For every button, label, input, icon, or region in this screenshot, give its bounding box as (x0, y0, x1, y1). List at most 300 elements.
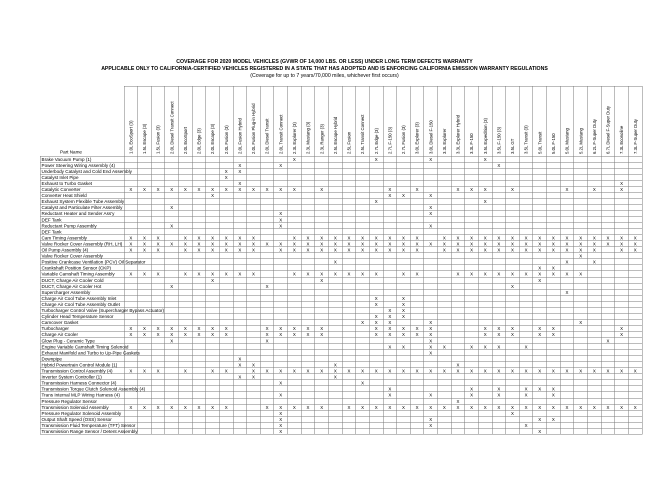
coverage-mark: X (415, 187, 419, 192)
coverage-mark: X (238, 168, 242, 174)
coverage-mark: X (347, 368, 351, 374)
coverage-mark: X (224, 368, 228, 374)
coverage-mark: X (497, 235, 501, 241)
coverage-mark: X (415, 326, 419, 332)
coverage-mark: X (252, 241, 255, 247)
coverage-mark: X (538, 271, 542, 277)
coverage-mark: X (415, 332, 419, 338)
coverage-mark: X (442, 344, 446, 350)
coverage-mark: X (633, 368, 637, 374)
coverage-mark: X (292, 332, 296, 338)
coverage-mark: X (442, 235, 446, 241)
coverage-mark: X (265, 326, 269, 332)
column-header: 2.0L Diesel Transit (264, 118, 270, 154)
column-header: 2.0L Diesel Transit Connect (169, 101, 175, 154)
coverage-mark: X (620, 404, 624, 410)
column-header: 5.0L Transit (537, 131, 543, 154)
coverage-mark: X (592, 247, 596, 253)
coverage-mark: X (211, 187, 215, 192)
coverage-mark: X (606, 235, 610, 241)
coverage-mark: X (374, 156, 378, 162)
part-name: Transmission Harness Connector (4) (41, 380, 117, 386)
coverage-mark: X (306, 332, 310, 338)
coverage-mark: X (401, 235, 405, 241)
coverage-mark: X (142, 235, 146, 241)
coverage-mark: X (633, 247, 637, 253)
coverage-mark: X (347, 235, 351, 241)
part-name: Positive Crankcase Ventilation (PCV) Oil Separator (41, 259, 146, 265)
coverage-mark: X (538, 429, 542, 434)
coverage-mark: X (183, 332, 187, 338)
coverage-mark: X (538, 404, 542, 410)
coverage-mark: X (333, 247, 337, 253)
coverage-mark: X (456, 247, 460, 253)
part-name: Brake Vacuum Pump (1) (41, 156, 92, 162)
coverage-mark: X (238, 235, 242, 241)
coverage-mark: X (361, 271, 365, 277)
coverage-mark: X (483, 235, 487, 241)
coverage-mark: X (442, 404, 446, 410)
coverage-mark: X (524, 235, 528, 241)
coverage-mark: X (524, 404, 528, 410)
part-name: Pressure Regulator Solenoid Assembly (41, 410, 122, 416)
coverage-mark: X (511, 235, 514, 241)
coverage-mark: X (511, 368, 514, 374)
coverage-mark: X (415, 271, 419, 277)
coverage-mark: X (252, 271, 255, 277)
coverage-mark: X (565, 241, 569, 247)
coverage-mark: X (620, 326, 624, 332)
coverage-mark: X (374, 247, 378, 253)
coverage-mark: X (388, 193, 392, 199)
coverage-mark: X (606, 241, 610, 247)
coverage-mark: X (129, 271, 133, 277)
coverage-mark: X (497, 241, 501, 247)
coverage-mark: X (456, 398, 460, 404)
coverage-mark: X (401, 344, 405, 350)
coverage-mark: X (320, 187, 324, 192)
part-name: Catalytic Converter (41, 187, 81, 192)
column-header: 2.0L Fusion Plug-in Hybrid (251, 103, 257, 154)
coverage-mark: X (306, 241, 310, 247)
coverage-mark: X (388, 392, 392, 398)
coverage-mark: X (333, 241, 337, 247)
coverage-mark: X (497, 368, 501, 374)
coverage-mark: X (156, 241, 160, 247)
coverage-mark: X (470, 344, 474, 350)
coverage-mark: X (224, 235, 228, 241)
coverage-mark: X (374, 314, 378, 320)
coverage-mark: X (374, 404, 378, 410)
coverage-mark: X (197, 332, 201, 338)
coverage-mark: X (183, 241, 187, 247)
coverage-mark: X (401, 247, 405, 253)
column-header: 2.7L Fusion (3) (401, 125, 407, 154)
coverage-mark: X (429, 392, 433, 398)
coverage-mark: X (279, 416, 283, 422)
part-name: Oil Pump Assembly (4) (41, 247, 89, 253)
coverage-mark: X (429, 368, 433, 374)
coverage-mark: X (129, 326, 133, 332)
coverage-mark: X (456, 241, 460, 247)
coverage-mark: X (211, 247, 215, 253)
coverage-mark: X (538, 416, 542, 422)
coverage-mark: X (333, 362, 337, 368)
coverage-mark: X (224, 326, 228, 332)
part-name: Charge Air Cool Tube Assembly Inlet (41, 295, 117, 301)
coverage-mark: X (579, 253, 583, 259)
coverage-mark: X (265, 368, 269, 374)
coverage-mark: X (224, 271, 228, 277)
coverage-mark: X (292, 247, 296, 253)
coverage-mark: X (470, 235, 474, 241)
coverage-mark: X (511, 410, 514, 416)
coverage-mark: X (551, 235, 555, 241)
column-header: 1.0L EcoSport (3) (128, 120, 134, 154)
column-header: 2.5L Escape Hybrid (332, 116, 338, 154)
coverage-mark: X (456, 362, 460, 368)
coverage-mark: X (320, 277, 324, 283)
coverage-mark: X (320, 241, 324, 247)
coverage-mark: X (292, 404, 296, 410)
column-header: 2.3L Ranger (3) (319, 124, 325, 154)
coverage-mark: X (265, 283, 269, 289)
part-name: Turbocharger Control Valve (Supercharger Bypass Actuator) (41, 308, 165, 313)
coverage-mark: X (279, 429, 283, 434)
coverage-mark: X (292, 368, 296, 374)
coverage-mark: X (279, 241, 283, 247)
coverage-mark: X (470, 187, 474, 192)
coverage-mark: X (401, 241, 405, 247)
coverage-mark: X (388, 314, 392, 320)
column-header: 1.5L Escape (3) (142, 123, 148, 154)
coverage-mark: X (565, 368, 569, 374)
coverage-mark: X (374, 199, 378, 205)
coverage-mark: X (442, 247, 446, 253)
column-header: 3.0L Diesel F-150 (428, 120, 434, 154)
part-name: Trans Internal MLP Wiring Harness (4) (41, 392, 120, 398)
coverage-mark: X (592, 368, 596, 374)
coverage-mark: X (592, 259, 596, 265)
coverage-mark: X (579, 368, 583, 374)
coverage-mark: X (265, 187, 269, 192)
part-name: Catalyst Inlet Pipe (41, 174, 79, 180)
coverage-mark: X (565, 187, 569, 192)
coverage-mark: X (320, 271, 324, 277)
column-header: 2.0L Edge (3) (196, 128, 202, 154)
coverage-mark: X (401, 295, 405, 301)
coverage-mark: X (224, 241, 228, 247)
coverage-mark: X (374, 235, 378, 241)
coverage-mark: X (565, 235, 569, 241)
coverage-mark: X (142, 247, 146, 253)
column-header: 3.0L Explorer (3) (414, 122, 420, 154)
coverage-mark: X (551, 332, 555, 338)
coverage-mark: X (565, 271, 569, 277)
part-name: Camcover Gasket (41, 320, 79, 326)
part-name: Crankshaft Position Sensor (CKP) (41, 265, 111, 271)
column-header: 1.5L Fusion (3) (155, 125, 161, 154)
coverage-mark: X (183, 404, 187, 410)
column-header: 6.7L Diesel F-Super Duty (605, 105, 611, 154)
coverage-mark: X (142, 241, 146, 247)
coverage-mark: X (442, 368, 446, 374)
part-name: Catalyst and Particulate Filter Assembly (41, 205, 123, 211)
coverage-mark: X (292, 241, 296, 247)
column-header: 2.5L Transit Connect (360, 114, 366, 154)
coverage-mark: X (483, 326, 487, 332)
coverage-mark: X (279, 332, 283, 338)
coverage-mark: X (197, 187, 201, 192)
coverage-mark: X (170, 223, 174, 229)
coverage-mark: X (142, 404, 146, 410)
coverage-mark: X (170, 187, 174, 192)
coverage-mark: X (374, 332, 378, 338)
coverage-mark: X (252, 374, 255, 380)
coverage-mark: X (252, 362, 255, 368)
part-name: Transmission Torque Clutch Solenoid Assembly (4) (41, 386, 146, 392)
coverage-mark: X (470, 271, 474, 277)
coverage-mark: X (524, 422, 528, 428)
coverage-mark: X (579, 320, 583, 326)
coverage-mark: X (170, 404, 174, 410)
coverage-mark: X (129, 332, 133, 338)
coverage-mark: X (483, 368, 487, 374)
coverage-mark: X (156, 187, 160, 192)
coverage-mark: X (292, 156, 296, 162)
coverage-mark: X (129, 404, 133, 410)
coverage-mark: X (279, 404, 283, 410)
coverage-mark: X (497, 392, 501, 398)
column-header: 3.3L Explorer Hybrid (455, 114, 461, 154)
coverage-mark: X (538, 326, 542, 332)
coverage-mark: X (238, 356, 242, 362)
coverage-mark: X (265, 332, 269, 338)
coverage-mark: X (224, 332, 228, 338)
coverage-mark: X (374, 320, 378, 326)
coverage-mark: X (388, 308, 392, 313)
coverage-mark: X (620, 247, 624, 253)
coverage-mark: X (497, 386, 501, 392)
coverage-mark: X (429, 193, 433, 199)
coverage-mark: X (429, 223, 433, 229)
part-name: Output Shaft Speed (OSS) Sensor (41, 416, 112, 422)
coverage-mark: X (592, 187, 596, 192)
coverage-mark: X (238, 247, 242, 253)
coverage-mark: X (183, 235, 187, 241)
coverage-mark: X (211, 271, 215, 277)
coverage-mark: X (292, 326, 296, 332)
part-name: Pressure Regulator Sensor (41, 398, 97, 404)
coverage-mark: X (470, 386, 474, 392)
coverage-mark: X (238, 187, 242, 192)
part-name: Transmission Control Assembly (4) (41, 368, 113, 374)
coverage-mark: X (401, 301, 405, 307)
coverage-mark: X (511, 247, 514, 253)
coverage-mark: X (347, 271, 351, 277)
coverage-mark: X (483, 332, 487, 338)
coverage-mark: X (429, 350, 433, 356)
coverage-mark: X (224, 247, 228, 253)
column-header: 2.7L F-150 (3) (387, 126, 393, 154)
coverage-mark: X (238, 374, 242, 380)
part-name: Glow Plug - Ceramic Type (41, 338, 95, 344)
coverage-mark: X (524, 247, 528, 253)
coverage-mark: X (347, 241, 351, 247)
coverage-mark: X (470, 241, 474, 247)
column-header: 2.3L Mustang (3) (305, 121, 311, 154)
coverage-mark: X (511, 326, 514, 332)
column-header: 6.2L F-Super Duty (591, 119, 597, 154)
coverage-mark: X (470, 392, 474, 398)
coverage-mark: X (183, 271, 187, 277)
coverage-mark: X (415, 404, 419, 410)
column-header: 3.5L Expedition (3) (482, 118, 488, 154)
coverage-mark: X (320, 368, 324, 374)
coverage-mark: X (606, 404, 610, 410)
part-name: DEF Tank (41, 229, 62, 235)
coverage-mark: X (551, 271, 555, 277)
coverage-mark: X (374, 271, 378, 277)
part-name: Power Steering Wiring Assembly (4) (41, 162, 116, 168)
coverage-mark: X (592, 235, 596, 241)
coverage-mark: X (211, 404, 215, 410)
coverage-mark: X (579, 235, 583, 241)
coverage-mark: X (429, 156, 433, 162)
coverage-mark: X (483, 271, 487, 277)
coverage-mark: X (197, 404, 201, 410)
coverage-mark: X (483, 344, 487, 350)
coverage-mark: X (388, 404, 392, 410)
coverage-mark: X (265, 404, 269, 410)
part-name: DUCT, Charge Air Cooler Hot (41, 283, 102, 289)
coverage-mark: X (633, 241, 637, 247)
coverage-mark: X (279, 223, 283, 229)
coverage-mark: X (211, 368, 215, 374)
coverage-mark: X (238, 180, 242, 186)
coverage-mark: X (279, 247, 283, 253)
coverage-mark: X (361, 241, 365, 247)
coverage-mark: X (524, 386, 528, 392)
coverage-mark: X (224, 404, 228, 410)
coverage-mark: X (197, 241, 201, 247)
coverage-mark: X (511, 241, 514, 247)
coverage-mark: X (415, 235, 419, 241)
coverage-mark: X (211, 332, 215, 338)
coverage-mark: X (551, 416, 555, 422)
coverage-mark: X (401, 308, 405, 313)
coverage-mark: X (361, 380, 365, 386)
coverage-mark: X (306, 326, 310, 332)
coverage-mark: X (565, 289, 569, 295)
coverage-mark: X (197, 271, 201, 277)
coverage-mark: X (279, 410, 283, 416)
coverage-mark: X (456, 368, 460, 374)
coverage-mark: X (551, 386, 555, 392)
coverage-mark: X (292, 271, 296, 277)
coverage-mark: X (361, 320, 365, 326)
coverage-mark: X (279, 187, 283, 192)
part-name: Transmission Fluid Temperature (TFT) Sensor (41, 422, 136, 428)
coverage-mark: X (374, 326, 378, 332)
coverage-mark: X (429, 344, 433, 350)
coverage-mark: X (538, 386, 542, 392)
part-name: Supercharger Assembly (41, 289, 91, 295)
coverage-mark: X (497, 326, 501, 332)
coverage-mark: X (170, 241, 174, 247)
part-name: Reductant Heater and Sender Ass'y (41, 211, 115, 217)
coverage-mark: X (279, 392, 283, 398)
coverage-mark: X (170, 338, 174, 344)
part-name: Charge Air Cooler (41, 332, 79, 338)
coverage-mark: X (579, 271, 583, 277)
coverage-mark: X (620, 180, 624, 186)
coverage-mark: X (320, 404, 324, 410)
column-header: 7.3L F-Super Duty (632, 119, 638, 154)
coverage-mark: X (483, 404, 487, 410)
part-name: Valve Rocker Cover Assembly (RH, LH) (41, 241, 123, 247)
part-name: Cylinder Head Temperature Sensor (41, 314, 114, 320)
coverage-mark: X (511, 271, 514, 277)
coverage-mark: X (142, 187, 146, 192)
coverage-mark: X (620, 241, 624, 247)
coverage-mark: X (429, 404, 433, 410)
coverage-mark: X (306, 247, 310, 253)
part-name: Exhaust Manifold and Turbo to Up-Pipe Gaskets (41, 350, 140, 356)
coverage-mark: X (279, 217, 283, 223)
coverage-mark: X (224, 174, 228, 180)
coverage-mark: X (292, 235, 296, 241)
column-header: 7.3L Econoline (619, 125, 625, 154)
coverage-mark: X (456, 235, 460, 241)
coverage-mark: X (538, 332, 542, 338)
coverage-mark: X (388, 332, 392, 338)
part-name: Engine Variable Camshaft Timing Solenoid (41, 344, 129, 350)
coverage-mark: X (497, 332, 501, 338)
coverage-mark: X (456, 187, 460, 192)
coverage-mark: X (524, 271, 528, 277)
coverage-mark: X (538, 247, 542, 253)
coverage-mark: X (538, 235, 542, 241)
coverage-mark: X (401, 271, 405, 277)
coverage-mark: X (211, 193, 215, 199)
coverage-mark: X (170, 332, 174, 338)
coverage-mark: X (511, 332, 514, 338)
coverage-mark: X (211, 241, 215, 247)
coverage-mark: X (579, 247, 583, 253)
coverage-mark: X (156, 235, 160, 241)
part-name: Transmission Range Sensor / Detent Assembly (41, 429, 138, 434)
coverage-mark: X (429, 422, 433, 428)
part-name: Exhaust to Turbo Gasket (41, 180, 93, 186)
coverage-mark: X (633, 235, 637, 241)
coverage-mark: X (333, 374, 337, 380)
coverage-mark: X (306, 271, 310, 277)
column-header: 3.5L GT (510, 138, 516, 154)
coverage-mark: X (415, 368, 419, 374)
coverage-mark: X (129, 247, 133, 253)
coverage-mark: X (252, 187, 255, 192)
coverage-mark: X (129, 241, 133, 247)
coverage-mark: X (320, 247, 324, 253)
column-header: 2.0L Fusion (3) (223, 125, 229, 154)
coverage-mark: X (497, 247, 501, 253)
coverage-mark: X (511, 404, 514, 410)
coverage-mark: X (538, 368, 542, 374)
coverage-mark: X (483, 187, 487, 192)
coverage-mark: X (333, 271, 337, 277)
coverage-mark: X (429, 338, 433, 344)
